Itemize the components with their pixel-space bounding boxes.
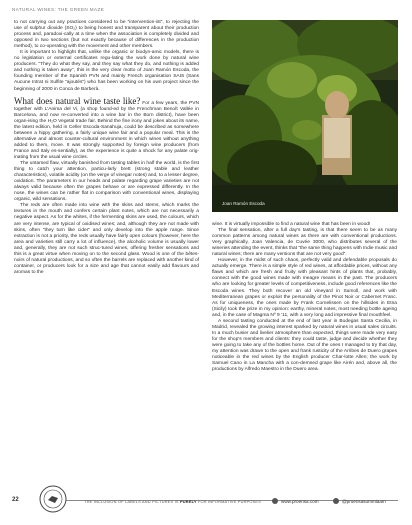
- vineyard-photo-image: [212, 20, 398, 212]
- right-column: [212, 222, 397, 373]
- website-link[interactable]: www.proensa.com: [272, 498, 319, 504]
- paragraph: The reds are often made into wine with the skins and stems, which marks the textures in the mouth and confers certain plant notes, which are not necessarily a negative aspect. As for the whites, if the fermenting skins are used, the colours, which are very intense, are typical of oxidised wines; and, although they are not made with skins, often “they turn like cider” and only develop into the apple range. Since extraction is not a priority, the reds usually have fairly open colours (however, here the area and varieties still carry a lot of influence), the alcoholic volume is usually lower and, generally, they are not such struc-tured wines, offering fresher sensations and this is a great virtue when moving on to the second glass. Wood is one of the bêtes-noirs of natural productions, and so often the barrels are replaced with another kind of container, or producers look for a size and age that cannot easily add flavours and aromas to the: [14, 203, 199, 275]
- lead-paragraph: For a few years, the PVN together with L’Anima del Vi, (a shop found-ed by the Frenchman Benoît Vallée in Barcelona, and now re-converted into a wine bar in the Born district), have been organ-ising the H₂O Vegetal trade fair. Behind the fine irony and jokes about its name, the latest edition, held in Celler Escoda-Sanahuja, could be described as somewhere between a hippy gathering, a fairly unique wine fair and a popular meal. This is the alternative and almost counter-cultural environment in which wines without anything added to them, move. It was strongly supported by foreign wine producers (from France and Italy es-sentially), as the experience is quite a shock for any palate orig-inating from the usual wine circles.: [14, 100, 200, 160]
- left-column: [14, 20, 199, 276]
- paragraph: It is important to highlight that, unlike the organic or biodyn-amic models, there is no legislation or external certificates regu-lating the work done by natural wine producers. “They do what they say, and they say what they do, and nothing is added and nothing is taken away”, this is the very clear motto of Joan Ramón Escoda, the founding member of the Spanish PVN and mainly French organisation SAIS (Sans Aucune Intrat ni Sulfite “ajoutés”) who has been working on his own project since the beginning of 2000 in Conca de Barberà.: [14, 50, 199, 92]
- paragraph: wine. It is virtually impossible to find a natural wine that has been in wood!: [212, 222, 371, 227]
- paragraph: The final sensation, after a full day’s tasting, is that there seem to be as many common patterns among natural wines as there are with conventional productions. Very graphically, Joan Valencia, de Cuvée 3000, who distributes several of the wineries attending the event, thinks that “the same thing happens with Indie music and natural wines; there are many versions that are not very good”.: [212, 228, 397, 258]
- photo-credit: Joan Ramón Escoda: [222, 201, 265, 206]
- twitter-icon: [333, 498, 339, 504]
- paragraph: A second tasting conducted at the end of last year in Bodegas Santa Cecilia, in Madrid, revealed the growing interest sparked by natural wines in usual sales circuits. In a much busier and livelier atmosphere than expected, things were made very easy for the shop’s members and clients: they could taste, judge and decide whether they were going to take any of the bottles home. Out of the ones I managed to try that day, my attention was drawn to the open and frank rusticity of the Arribes de Duero grapes noticeable in the red wines by the English producer Char-lotte Allen; the work by Samuel Cano in La Mancha with a con-demned grape like Airén and, above all, the productions by Alfredo Maestro in the Duero area.: [212, 318, 397, 373]
- vineyard-photo: [212, 20, 398, 212]
- globe-icon: [272, 498, 278, 504]
- section-block: [14, 96, 199, 161]
- social-handle[interactable]: @proensasummiaam: [333, 498, 386, 504]
- paragraph: The untamed flaw, virtually banished from tasting tables in half the world, is the first thing to catch your attention, particu-larly brett (strong stable and leather characteristics), volatile acidity (on the verge of vinegar notes) and, to a lesser degree, oxidation. The parameters in our heads and palate regarding grape varieties are not always valid because often the grapes behave or are expressed differently. In the nose, the wines can be rather flat in comparison with conventional wines, displaying organic, wild sensations.: [14, 161, 199, 203]
- running-head: NATURAL WINES: THE GREEN MAZE: [12, 7, 105, 12]
- paragraph: However, in the midst of such chaos, perfectly valid and defendable proposals do actually emerge. There is a simple style of red wines, at affordable prices, without any flaws and which are fresh and fruity with pleasant hints of plants that, probably, connect with the good wines made with meagre means in the past. The producers who are looking for greater levels of competitiveness, include good references like the Escoda wines. They both recover an old vineyard in Sumoll, and work with Mediterranean grapes or exploit the personality of the Pinot Noir or Cabernet Franc. As for uniqueness, the ones made by Frank Cornelissen on the hillsides in Etna (Sicily) took the prize in my opinion: earthy, mineral notes, most needing bottle ageing and, in the case of Magma Nº 9 ’11, with a very long and impressive final mouthfeel.: [212, 258, 397, 318]
- page-number: 22: [12, 497, 19, 503]
- section-heading: What does natural wine taste like?: [14, 95, 141, 106]
- publicity-seal-icon: [38, 484, 68, 514]
- footer-disclaimer: THE INCLUSION OF LABELS AND PICTURES IS PURELY FOR INFORMATIVE PURPOSES: [84, 499, 261, 504]
- paragraph: to not carrying out any practices considered to be “intervention-ist”, to rejecting the use of sulphur dioxide (SO₂) to being honest and transparent about their production process and, paradoxi-cally at a time when the association is completely divided and opposed in two sections (but not exactly because of differences in the production method), to co-operating with the movement and other members.: [14, 20, 199, 50]
